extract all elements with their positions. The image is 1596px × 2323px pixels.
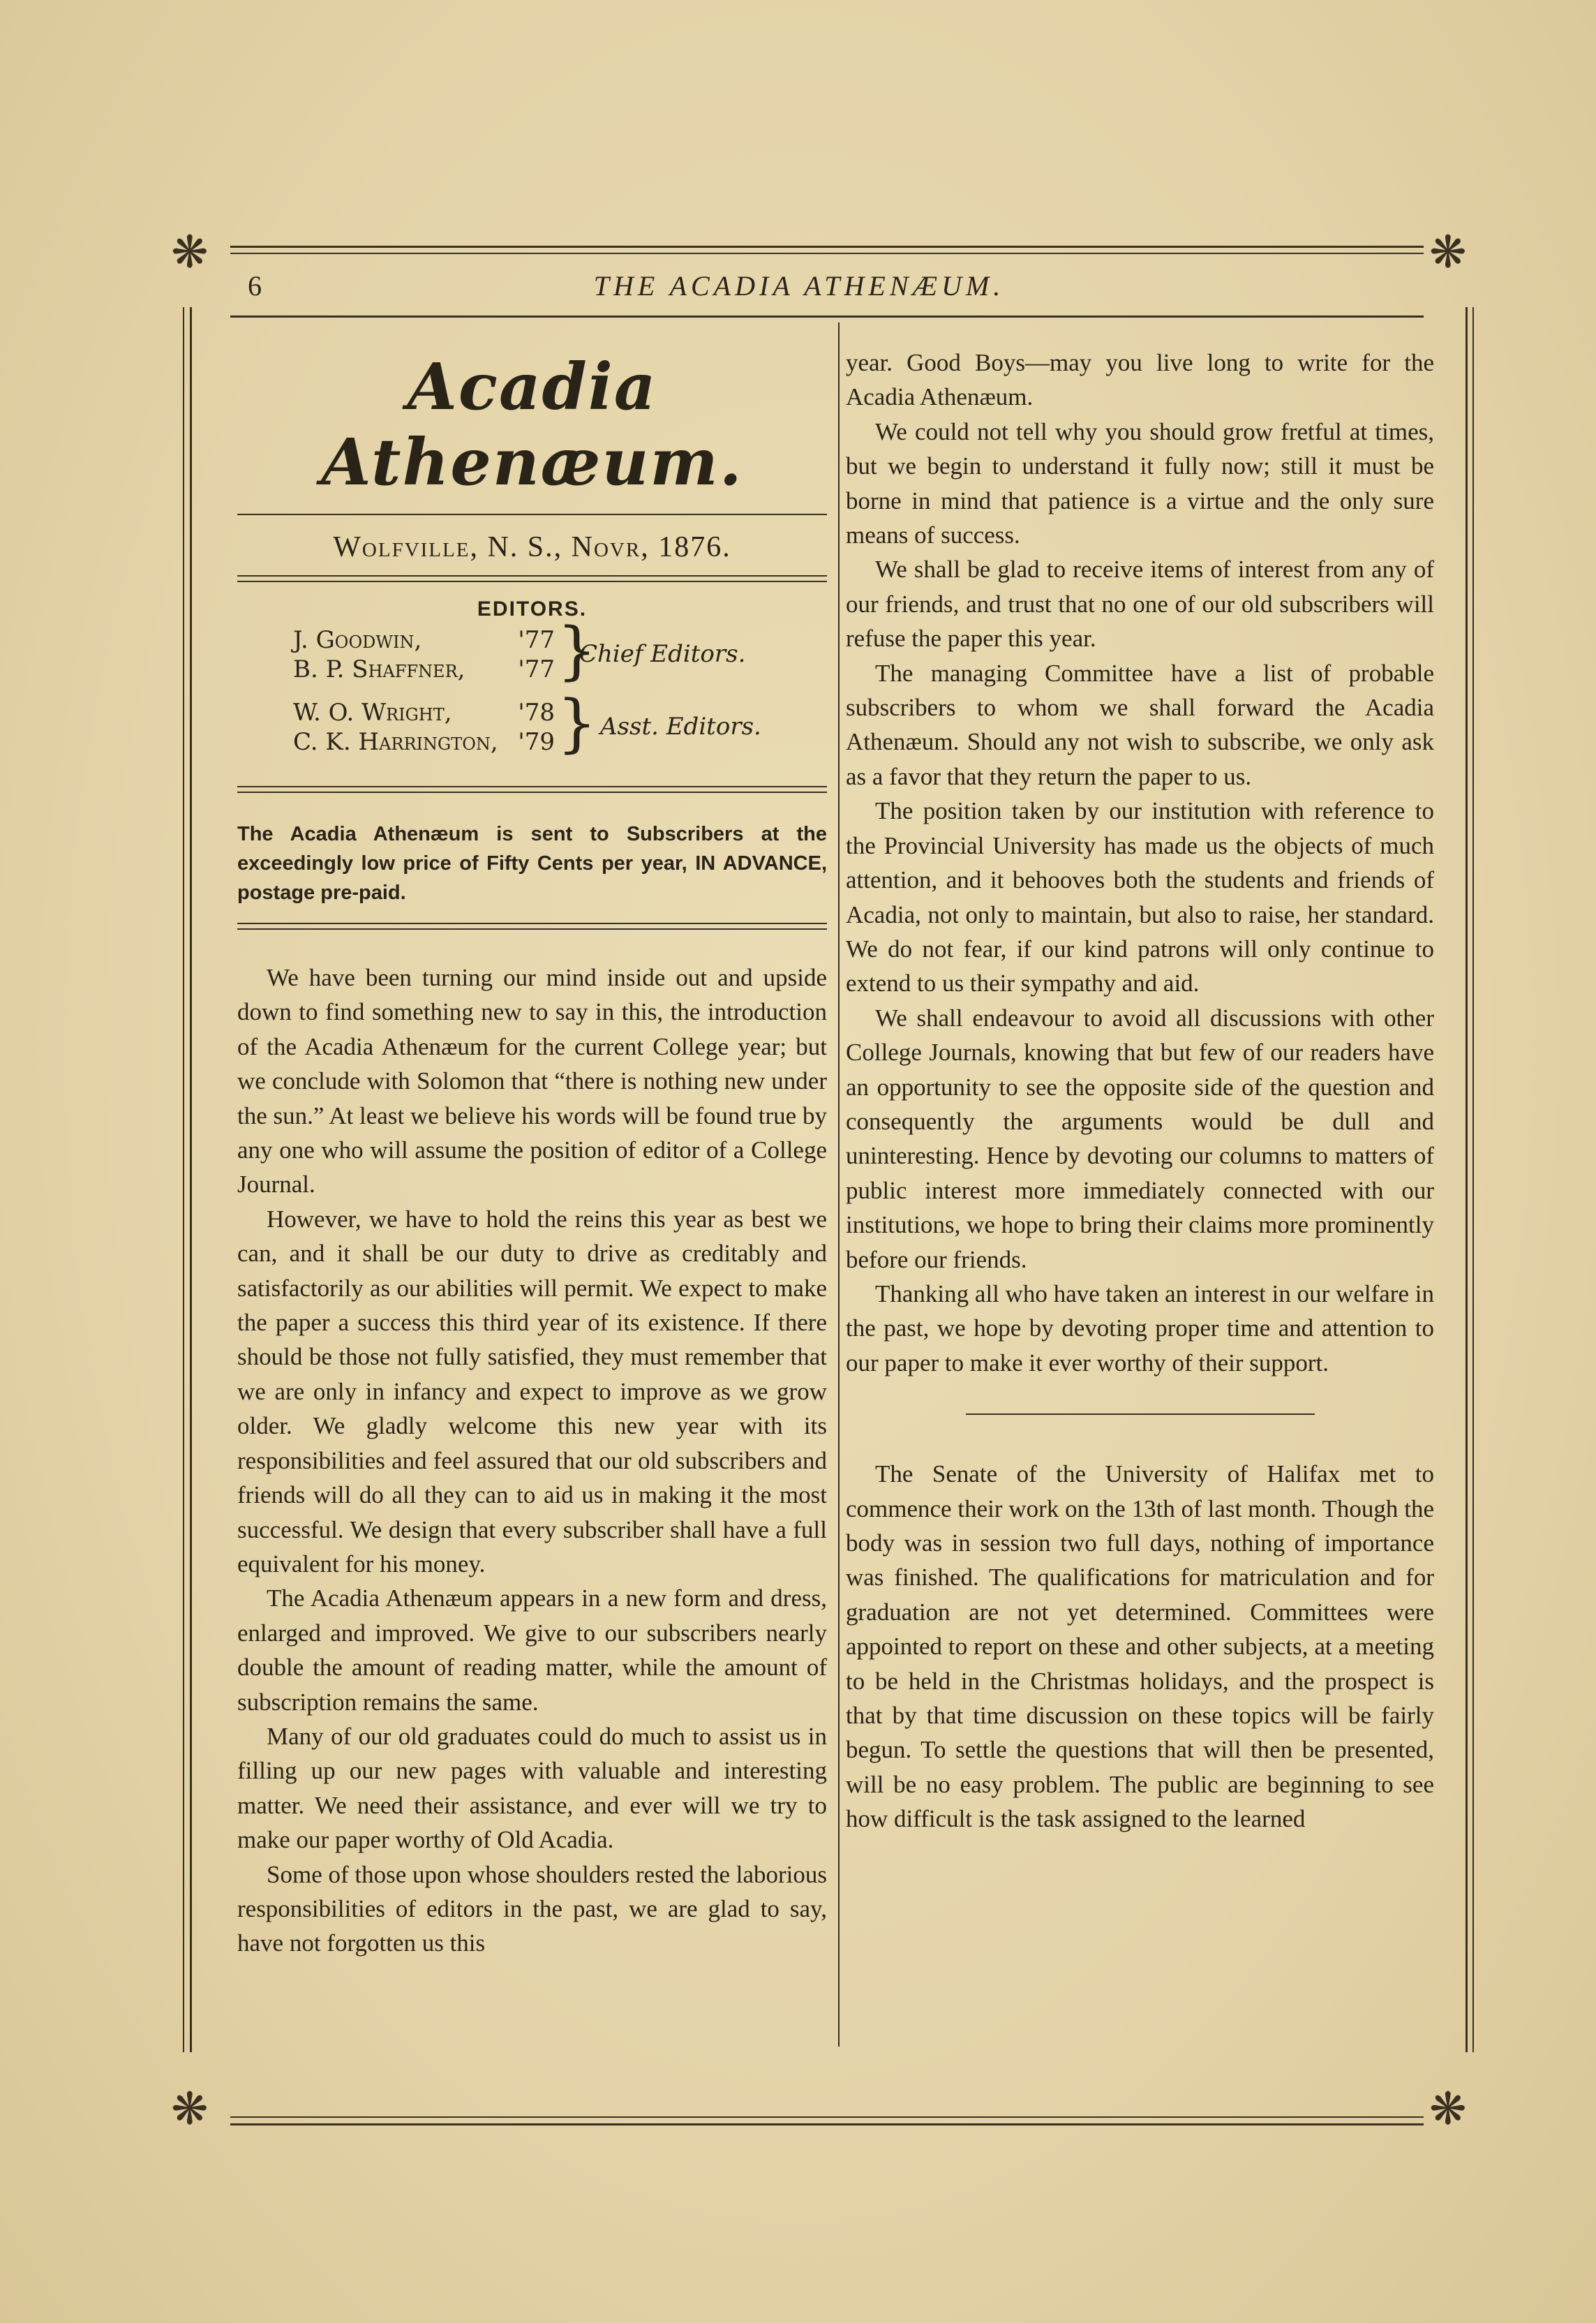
left-border-rule-inner — [190, 307, 192, 2052]
paragraph: Many of our old graduates could do much to assist us in filling up our new pages with valuable and interesting matter. We need their assistance, and ever will we try to make our paper worthy of Old Acadia. — [237, 1722, 827, 1854]
paragraph: We shall be glad to receive items of interest from any of our friends, and trust that no one of our old subscribers will refuse the paper this year. — [846, 556, 1434, 653]
editor-name: B. P. Shaffner, — [293, 655, 465, 683]
editor-name: W. O. Wright, — [293, 699, 452, 727]
running-title: THE ACADIA ATHENÆUM. — [593, 270, 1005, 302]
senate-article — [846, 1457, 1434, 1836]
dateline: Wolfville, N. S., Novr, 1876. — [333, 531, 731, 563]
editors-heading: EDITORS. — [477, 598, 588, 621]
top-border-rule — [230, 246, 1424, 248]
editors-rule — [237, 786, 827, 793]
top-border-rule-inner — [230, 253, 1424, 254]
chief-editors — [237, 614, 827, 692]
editor-year: '77 — [518, 655, 555, 683]
editor-year: '78 — [518, 699, 555, 727]
paragraph: The Acadia Athenæum appears in a new form and dress, enlarged and improved. We give to our subscribers nearly double the amount of reading matter, while the amount of subscription remains the same. — [237, 1584, 827, 1716]
paragraph: We have been turning our mind inside out and upside down to find something new to say in this, the introduction of the Acadia Athenæum for the current College year; but we conclude with Solomon that “there is nothing new under the sun.” At least we believe his words will be found true by any one who will assume the position of editor of a College Journal. — [237, 964, 827, 1198]
assistant-editors — [237, 687, 827, 765]
notice-rule — [237, 923, 827, 930]
brace-icon: } — [557, 687, 597, 760]
editor-year: '79 — [518, 728, 555, 756]
left-border-rule — [183, 307, 184, 2052]
bottom-border-rule-inner — [230, 2123, 1424, 2125]
paragraph: The position taken by our institution with reference to the Provincial University has made us the objects of much attention, and it behooves both the students and friends of Acadia, not only to maintain, but also to raise, her standard. We do not fear, if our kind patrons will only continue to extend to us their sympathy and aid. — [846, 797, 1434, 997]
left-article — [237, 960, 827, 1961]
corner-ornament-bottom-right-icon: ❋ — [1429, 2084, 1467, 2135]
paragraph: Some of those upon whose shoulders rested the laborious responsibilities of editors in the past, we are glad to say, have not forgotten us this — [237, 1860, 827, 1957]
bottom-border-rule — [230, 2116, 1424, 2118]
editor-name: C. K. Harrington, — [293, 728, 498, 756]
brace-icon: } — [557, 614, 597, 688]
header-underline — [230, 316, 1424, 318]
running-header — [174, 269, 1424, 311]
column-separator — [838, 322, 840, 2047]
editor-name: J. Goodwin, — [293, 626, 422, 654]
right-article — [846, 346, 1434, 1380]
corner-ornament-top-right-icon: ❋ — [1429, 227, 1467, 279]
paragraph: However, we have to hold the reins this year as best we can, and it shall be our duty to drive as creditably and satisfactorily as our abilities will permit. We expect to make the paper a success this third year of its existence. If there should be those not fully satisfied, they must remember that we are only in infancy and expect to improve as we grow older. We gladly welcome this new year with its responsibilities and feel assured that our old subscribers and friends will do all they can to aid us in making it the most successful. We design that every subscriber shall have a full equivalent for his money. — [237, 1205, 827, 1578]
dateline-rule — [237, 575, 827, 582]
paragraph: Thanking all who have taken an interest in our welfare in the past, we hope by devoting proper time and attention to our paper to make it ever worthy of their support. — [846, 1279, 1434, 1376]
corner-ornament-top-left-icon: ❋ — [171, 227, 209, 279]
paragraph: We could not tell why you should grow fretful at times, but we begin to understand it fully now; still it must be borne in mind that patience is a virtue and the only sure means of success. — [846, 417, 1434, 549]
paragraph: We shall endeavour to avoid all discussions with other College Journals, knowing that but few of our readers have an opportunity to see the opposite side of the question and consequently the arguments would be dull and uninteresting. Hence by devoting our columns to matters of public interest more immediately connected with our institutions, we hope to bring their claims more prominently before our friends. — [846, 1004, 1434, 1273]
right-border-rule — [1466, 307, 1468, 2052]
subscription-notice: The Acadia Athenæum is sent to Subscribers at the exceedingly low price of Fifty Cents per year, IN ADVANCE, postage pre-paid. — [237, 823, 827, 904]
editor-role: Asst. Editors. — [600, 713, 761, 741]
corner-ornament-bottom-left-icon: ❋ — [171, 2084, 209, 2135]
paragraph: The managing Committee have a list of probable subscribers to whom we shall forward the Acadia Athenæum. Should any not wish to subscribe, we only ask as a favor that they return the paper to us. — [846, 659, 1434, 790]
editor-year: '77 — [518, 626, 555, 654]
right-column — [846, 346, 1434, 1836]
editor-role: Chief Editors. — [579, 640, 746, 668]
section-divider — [966, 1413, 1315, 1415]
page-number: 6 — [248, 270, 262, 302]
masthead-title: Acadia Athenæum. — [321, 349, 743, 500]
right-border-rule-inner — [1472, 307, 1474, 2052]
left-column — [237, 346, 827, 1961]
paragraph: year. Good Boys—may you live long to write for the Acadia Athenæum. — [846, 349, 1434, 411]
paragraph: The Senate of the University of Halifax met to commence their work on the 13th of last month. Though the body was in session two full days, nothing of importance was finished. The qualifications for matriculation and for graduation are not yet determined. Committees were appointed to report on these and other subjects, at a meeting to be held in the Christmas holidays, and the prospect is that by that time discussion on these topics will be fairly begun. To settle the questions that will then be presented, will be no easy problem. The public are beginning to see how difficult is the task assigned to the learned — [846, 1460, 1434, 1833]
